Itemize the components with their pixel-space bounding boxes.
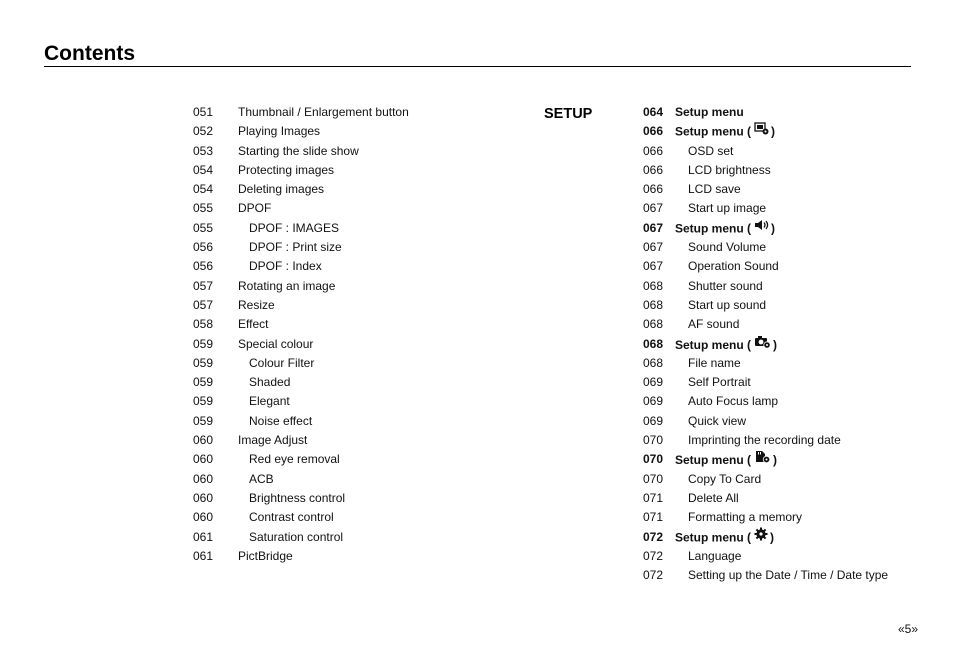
speaker-icon — [754, 218, 769, 238]
toc-page-number: 072 — [643, 529, 664, 544]
right-toc-entry — [643, 238, 923, 257]
toc-entry-text: Saturation control — [249, 529, 344, 544]
toc-entry-paren-close: ) — [771, 221, 776, 236]
toc-page-number: 054 — [193, 162, 214, 177]
memory-settings-icon — [754, 449, 771, 470]
toc-page-number: 059 — [193, 336, 214, 351]
right-toc-entry — [643, 354, 923, 373]
left-toc-entry — [193, 373, 523, 392]
toc-entry-label — [238, 277, 335, 296]
toc-entry-label — [688, 508, 802, 527]
toc-entry-label — [249, 354, 314, 373]
toc-page-number: 070 — [643, 452, 664, 467]
right-toc-entry — [643, 470, 923, 489]
left-toc-entry — [193, 296, 523, 315]
toc-page-number: 064 — [643, 105, 664, 119]
toc-entry-text: Brightness control — [249, 490, 346, 505]
toc-entry-text: Auto Focus lamp — [688, 394, 779, 409]
toc-page-number: 071 — [643, 510, 664, 525]
toc-entry-paren-close: ) — [773, 337, 778, 352]
toc-entry-label — [675, 450, 777, 471]
toc-page-number: 059 — [193, 394, 214, 409]
toc-page-number: 067 — [643, 201, 664, 216]
toc-entry-text: Deleting images — [238, 182, 325, 197]
toc-page-number: 060 — [193, 433, 214, 448]
left-toc-entry — [193, 470, 523, 489]
toc-entry-label — [675, 122, 775, 142]
toc-entry-text: Setting up the Date / Time / Date type — [688, 568, 889, 583]
toc-entry-text: AF sound — [688, 317, 740, 332]
left-toc-entry — [193, 489, 523, 508]
left-toc-entry — [193, 219, 523, 238]
toc-entry-label — [249, 219, 339, 238]
left-toc-entry — [193, 180, 523, 199]
toc-page-number: 060 — [193, 490, 214, 505]
toc-entry-text: File name — [688, 355, 741, 370]
toc-page-number: 070 — [643, 433, 664, 448]
toc-entry-label — [238, 122, 320, 141]
right-toc-entry — [643, 277, 923, 296]
toc-page-number: 060 — [193, 510, 214, 525]
toc-entry-label — [238, 180, 324, 199]
toc-entry-text: DPOF : IMAGES — [249, 220, 340, 235]
toc-entry-text: DPOF : Print size — [249, 240, 342, 255]
toc-entry-text: Effect — [238, 317, 269, 332]
toc-entry-label — [675, 528, 774, 548]
toc-entry-label — [249, 238, 342, 257]
left-toc-entry — [193, 392, 523, 411]
toc-entry-text: DPOF — [238, 201, 272, 216]
toc-entry-label — [249, 489, 345, 508]
toc-entry-paren-close: ) — [770, 529, 775, 544]
display-icon — [754, 121, 769, 141]
toc-entry-text: Self Portrait — [688, 375, 751, 390]
right-toc-entry — [643, 257, 923, 276]
toc-entry-text: Start up sound — [688, 297, 767, 312]
toc-page-number: 072 — [643, 548, 664, 563]
right-toc-entry — [643, 450, 923, 469]
toc-right-column — [643, 103, 923, 585]
toc-entry-label — [688, 412, 746, 431]
toc-entry-text: Setup menu — [675, 105, 744, 119]
toc-entry-text: Resize — [238, 297, 275, 312]
toc-entry-text: Contrast control — [249, 510, 334, 525]
toc-entry-text: Rotating an image — [238, 278, 336, 293]
toc-entry-text: Quick view — [688, 413, 747, 428]
page-title: Contents — [44, 42, 135, 65]
toc-entry-text: Noise effect — [249, 413, 313, 428]
toc-entry-text: Thumbnail / Enlargement button — [238, 105, 409, 119]
right-toc-entry — [643, 142, 923, 161]
toc-page-number: 072 — [643, 568, 664, 583]
toc-page-number: 068 — [643, 297, 664, 312]
toc-page-number: 068 — [643, 336, 664, 351]
toc-entry-text: DPOF : Index — [249, 259, 322, 274]
toc-entry-text: Language — [688, 548, 742, 563]
toc-entry-label — [688, 257, 779, 276]
toc-entry-text: Copy To Card — [688, 471, 762, 486]
toc-page-number: 054 — [193, 182, 214, 197]
toc-entry-label — [238, 142, 359, 161]
toc-page-number: 059 — [193, 413, 214, 428]
toc-entry-label — [688, 296, 766, 315]
toc-entry-label — [238, 161, 334, 180]
left-toc-entry — [193, 238, 523, 257]
right-toc-entry — [643, 199, 923, 218]
toc-entry-label — [238, 315, 268, 334]
right-toc-entry — [643, 219, 923, 238]
toc-entry-label — [688, 180, 741, 199]
toc-entry-label — [238, 199, 271, 218]
toc-entry-label — [688, 354, 741, 373]
left-toc-entry — [193, 412, 523, 431]
toc-entry-label — [675, 335, 777, 356]
toc-entry-text: Start up image — [688, 201, 767, 216]
toc-entry-label — [249, 257, 322, 276]
toc-entry-label — [688, 142, 733, 161]
toc-page-number: 068 — [643, 278, 664, 293]
toc-entry-label — [238, 103, 409, 122]
toc-entry-label — [688, 392, 778, 411]
right-toc-entry — [643, 161, 923, 180]
toc-entry-label — [688, 566, 888, 585]
right-toc-entry — [643, 122, 923, 141]
toc-page-number: 067 — [643, 220, 664, 235]
left-toc-entry — [193, 122, 523, 141]
toc-entry-label — [675, 103, 744, 122]
left-toc-entry — [193, 142, 523, 161]
toc-entry-label — [249, 412, 312, 431]
toc-entry-text: Operation Sound — [688, 259, 779, 274]
toc-entry-text: Protecting images — [238, 162, 335, 177]
toc-page-number: 057 — [193, 297, 214, 312]
toc-page-number: 069 — [643, 413, 664, 428]
toc-entry-label — [249, 470, 274, 489]
right-toc-entry — [643, 412, 923, 431]
toc-entry-text: Delete All — [688, 490, 739, 505]
toc-entry-text: Colour Filter — [249, 355, 315, 370]
left-toc-entry — [193, 354, 523, 373]
toc-page-number: 066 — [643, 143, 664, 158]
toc-entry-text: Setup menu ( — [675, 221, 752, 236]
toc-entry-text: Red eye removal — [249, 452, 340, 467]
left-toc-entry — [193, 103, 523, 122]
right-toc-entry — [643, 103, 923, 122]
toc-page-number: 071 — [643, 490, 664, 505]
right-toc-entry — [643, 528, 923, 547]
toc-page-number: 057 — [193, 278, 214, 293]
left-toc-entry — [193, 199, 523, 218]
toc-entry-label — [688, 489, 739, 508]
toc-entry-text: Special colour — [238, 336, 314, 351]
toc-entry-text: LCD brightness — [688, 162, 771, 177]
toc-entry-text: Setup menu ( — [675, 529, 752, 544]
left-toc-entry — [193, 161, 523, 180]
toc-page-number: 066 — [643, 162, 664, 177]
toc-page-number: 053 — [193, 143, 214, 158]
toc-page-number: 061 — [193, 548, 214, 563]
toc-page-number: 060 — [193, 471, 214, 486]
toc-entry-text: Playing Images — [238, 124, 321, 139]
toc-entry-text: Starting the slide show — [238, 143, 359, 158]
toc-page-number: 052 — [193, 124, 214, 139]
toc-entry-label — [238, 335, 313, 354]
toc-entry-text: OSD set — [688, 143, 734, 158]
toc-page-number: 067 — [643, 259, 664, 274]
left-toc-entry — [193, 450, 523, 469]
toc-page-number: 051 — [193, 105, 214, 119]
right-toc-entry — [643, 335, 923, 354]
left-toc-entry — [193, 257, 523, 276]
right-toc-entry — [643, 296, 923, 315]
toc-page-number: 066 — [643, 182, 664, 197]
toc-entry-label — [688, 161, 771, 180]
right-toc-entry — [643, 431, 923, 450]
left-toc-entry — [193, 431, 523, 450]
right-toc-entry — [643, 315, 923, 334]
toc-page-number: 061 — [193, 529, 214, 544]
toc-page-number: 058 — [193, 317, 214, 332]
toc-page-number: 055 — [193, 220, 214, 235]
toc-page-number: 059 — [193, 355, 214, 370]
toc-entry-label — [249, 392, 290, 411]
toc-page-number: 056 — [193, 240, 214, 255]
toc-entry-label — [238, 547, 293, 566]
left-toc-entry — [193, 277, 523, 296]
left-toc-entry — [193, 508, 523, 527]
toc-entry-text: Setup menu ( — [675, 337, 752, 352]
toc-page-number: 060 — [193, 452, 214, 467]
toc-entry-label — [249, 528, 343, 547]
toc-entry-label — [249, 450, 340, 469]
toc-entry-text: Elegant — [249, 394, 290, 409]
section-label-setup: SETUP — [544, 106, 593, 122]
toc-entry-label — [688, 277, 763, 296]
toc-page-number: 070 — [643, 471, 664, 486]
toc-entry-text: LCD save — [688, 182, 741, 197]
toc-page-number: 069 — [643, 375, 664, 390]
toc-entry-label — [688, 315, 739, 334]
toc-entry-text: Setup menu ( — [675, 453, 752, 468]
toc-entry-label — [238, 431, 307, 450]
right-toc-entry — [643, 489, 923, 508]
right-toc-entry — [643, 392, 923, 411]
toc-page-number: 055 — [193, 201, 214, 216]
toc-entry-label — [688, 431, 841, 450]
toc-page-number: 059 — [193, 375, 214, 390]
toc-entry-paren-close: ) — [771, 124, 776, 139]
toc-page-number: 066 — [643, 124, 664, 139]
left-toc-entry — [193, 315, 523, 334]
toc-entry-text: Sound Volume — [688, 240, 767, 255]
toc-entry-label — [249, 508, 334, 527]
toc-entry-text: Shaded — [249, 375, 291, 390]
toc-page-number: 056 — [193, 259, 214, 274]
toc-left-column — [193, 103, 523, 566]
page-number: «5» — [897, 622, 918, 636]
toc-page-number: 068 — [643, 355, 664, 370]
toc-entry-text: Setup menu ( — [675, 124, 752, 139]
right-toc-entry — [643, 508, 923, 527]
toc-entry-label — [688, 238, 766, 257]
toc-entry-text: Formatting a memory — [688, 510, 803, 525]
toc-entry-text: Image Adjust — [238, 433, 308, 448]
right-toc-entry — [643, 373, 923, 392]
toc-entry-label — [688, 547, 741, 566]
toc-entry-label — [688, 199, 766, 218]
toc-page-number: 067 — [643, 240, 664, 255]
toc-entry-text: Shutter sound — [688, 278, 763, 293]
toc-entry-label — [249, 373, 290, 392]
right-toc-entry — [643, 566, 923, 585]
toc-page-number: 069 — [643, 394, 664, 409]
toc-entry-text: Imprinting the recording date — [688, 433, 841, 448]
toc-entry-text: ACB — [249, 471, 274, 486]
left-toc-entry — [193, 547, 523, 566]
toc-entry-label — [238, 296, 275, 315]
toc-entry-paren-close: ) — [773, 453, 778, 468]
title-rule — [44, 66, 911, 67]
left-toc-entry — [193, 335, 523, 354]
toc-page-number: 068 — [643, 317, 664, 332]
camera-settings-icon — [754, 334, 771, 355]
toc-entry-label — [688, 373, 751, 392]
right-toc-entry — [643, 180, 923, 199]
left-toc-entry — [193, 528, 523, 547]
right-toc-entry — [643, 547, 923, 566]
toc-entry-label — [675, 219, 775, 239]
toc-entry-label — [688, 470, 761, 489]
toc-entry-text: PictBridge — [238, 548, 293, 563]
gear-icon — [754, 527, 768, 547]
